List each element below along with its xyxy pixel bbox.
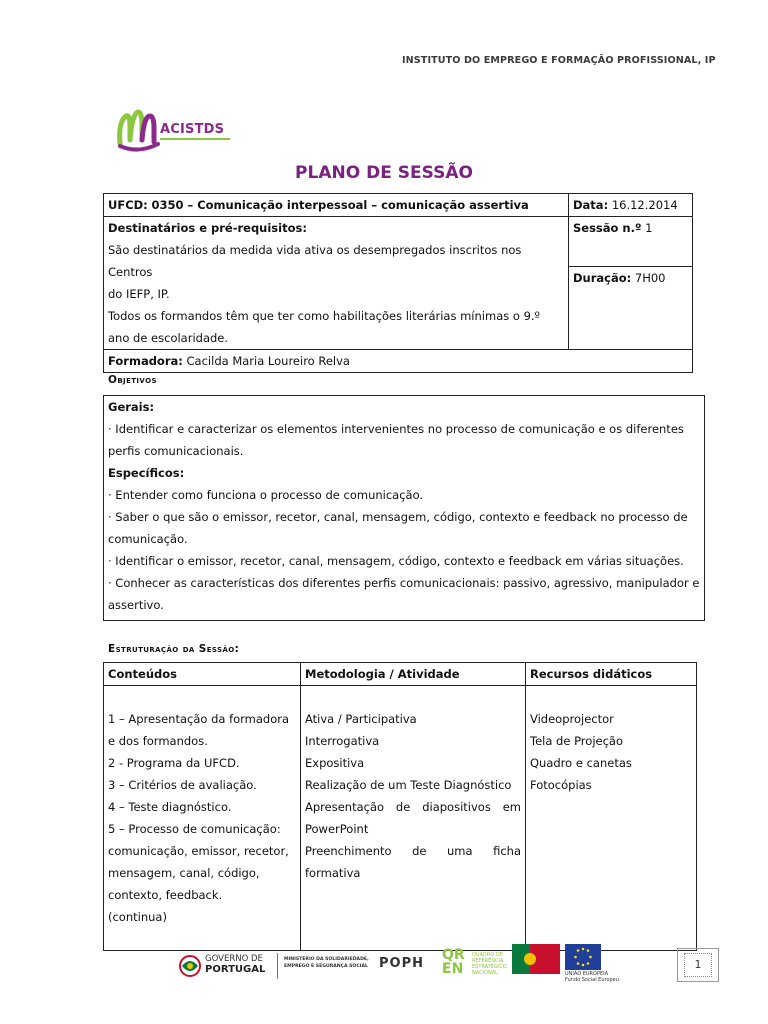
iefp-name: INSTITUTO DO EMPREGO E FORMAÇÃO PROFISSIONAL, IP <box>402 54 716 66</box>
recipients-line: do IEFP, IP. <box>108 287 170 301</box>
resources-line: Videoprojector <box>530 712 614 726</box>
eu-flag-icon <box>565 944 601 970</box>
methodology-line: Expositiva <box>305 756 365 770</box>
resources-cell <box>526 686 697 951</box>
gov-line2: PORTUGAL <box>205 964 266 975</box>
specific-line: · Conhecer as características dos diferentes perfis comunicacionais: passivo, agressivo, manipulador e <box>108 576 700 590</box>
objectives-box <box>103 395 705 621</box>
column-header-contents: Conteúdos <box>104 663 301 686</box>
contents-line: 5 – Processo de comunicação: <box>108 822 281 836</box>
structure-heading: Estruturação da Sessão: <box>108 643 240 655</box>
general-line: · Identificar e caracterizar os elementos intervenientes no processo de comunicação e os diferentes <box>108 422 684 436</box>
ministry-line2: EMPREGO E SEGURANÇA SOCIAL <box>284 964 368 969</box>
specific-line: · Entender como funciona o processo de comunicação. <box>108 488 424 502</box>
ministry-logo <box>284 956 369 970</box>
ufcd-value: 0350 – Comunicação interpessoal – comunicação assertiva <box>151 198 529 212</box>
contents-line: 1 – Apresentação da formadora <box>108 712 290 726</box>
duration-label: Duração: <box>573 271 632 286</box>
acistds-logo <box>116 104 246 154</box>
page-title: PLANO DE SESSÃO <box>295 163 473 183</box>
specific-line: comunicação. <box>108 532 188 546</box>
methodology-cell <box>301 686 526 951</box>
specific-line: · Saber o que são o emissor, recetor, canal, mensagem, código, contexto e feedback no processo de <box>108 510 688 524</box>
acistds-underline <box>160 138 230 140</box>
methodology-line: Realização de um Teste Diagnóstico <box>305 778 512 792</box>
ministry-line1: MINISTÉRIO DA SOLIDARIEDADE, <box>284 957 369 962</box>
specific-line: · Identificar o emissor, recetor, canal, mensagem, código, contexto e feedback em várias situações. <box>108 554 684 568</box>
date-label: Data: <box>573 198 609 212</box>
portugal-flag-icon <box>512 944 560 974</box>
methodology-line: PowerPoint <box>305 822 369 836</box>
session-label: Sessão n.º <box>573 221 642 235</box>
page-number-badge <box>677 948 719 982</box>
poph-logo: POPH <box>379 956 424 971</box>
specific-line: assertivo. <box>108 598 164 612</box>
structure-table <box>103 662 697 951</box>
contents-line: 2 - Programa da UFCD. <box>108 756 240 770</box>
methodology-line: formativa <box>305 866 361 880</box>
resources-line: Tela de Projeção <box>530 734 623 748</box>
trainer-value: Cacilda Maria Loureiro Relva <box>186 354 350 368</box>
contents-line: e dos formandos. <box>108 734 208 748</box>
acistds-text: ACISTDS <box>160 122 225 137</box>
date-cell <box>569 194 693 217</box>
ufcd-cell <box>104 194 569 217</box>
portugal-emblem-icon <box>178 952 202 982</box>
trainer-label: Formadora: <box>108 354 183 368</box>
qren-subtitle: QUADRO DE REFERÊNCIA ESTRATÉGICO NACIONAL <box>472 952 507 976</box>
duration-cell <box>569 267 693 350</box>
objectives-heading: Objetivos <box>108 374 157 386</box>
qren-logo <box>442 948 508 982</box>
eu-caption <box>565 971 619 983</box>
iefp-logo <box>396 40 716 80</box>
specific-label: Específicos: <box>108 466 185 480</box>
methodology-line: Preenchimento de uma ficha <box>305 844 521 858</box>
session-info-table <box>103 193 693 373</box>
date-value: 16.12.2014 <box>611 198 678 212</box>
session-value: 1 <box>645 221 653 235</box>
recipients-cell <box>104 217 569 350</box>
recipients-line: Todos os formandos têm que ter como habilitações literárias mínimas o 9.º <box>108 309 540 323</box>
gov-line1: GOVERNO DE <box>205 954 263 964</box>
contents-line: 4 – Teste diagnóstico. <box>108 800 232 814</box>
qren-text: QREN <box>442 947 465 977</box>
contents-line: mensagem, canal, código, <box>108 866 260 880</box>
general-line: perfis comunicacionais. <box>108 444 244 458</box>
methodology-line: Ativa / Participativa <box>305 712 417 726</box>
recipients-label: Destinatários e pré-requisitos: <box>108 221 307 235</box>
column-header-methodology: Metodologia / Atividade <box>301 663 526 686</box>
recipients-line: São destinatários da medida vida ativa os desempregados inscritos nos Centros <box>108 243 522 279</box>
resources-line: Quadro e canetas <box>530 756 632 770</box>
gov-portugal-logo <box>178 948 278 984</box>
general-label: Gerais: <box>108 400 155 414</box>
eu-line2: Fundo Social Europeu <box>565 977 619 983</box>
duration-value: 7H00 <box>634 271 666 286</box>
methodology-line: Apresentação de diapositivos em <box>305 800 521 814</box>
eu-line1: UNIÃO EUROPEIA <box>565 971 609 977</box>
contents-line: contexto, feedback. <box>108 888 223 902</box>
ufcd-label: UFCD: <box>108 198 148 212</box>
methodology-line: Interrogativa <box>305 734 380 748</box>
contents-line: 3 – Critérios de avaliação. <box>108 778 257 792</box>
session-cell <box>569 217 693 267</box>
contents-cell <box>104 686 301 951</box>
recipients-line: ano de escolaridade. <box>108 331 229 345</box>
column-header-resources: Recursos didáticos <box>526 663 697 686</box>
page-number: 1 <box>684 953 712 977</box>
contents-line: (continua) <box>108 910 167 924</box>
footer-divider <box>277 953 278 979</box>
resources-line: Fotocópias <box>530 778 592 792</box>
trainer-cell <box>104 350 693 373</box>
contents-line: comunicação, emissor, recetor, <box>108 844 289 858</box>
